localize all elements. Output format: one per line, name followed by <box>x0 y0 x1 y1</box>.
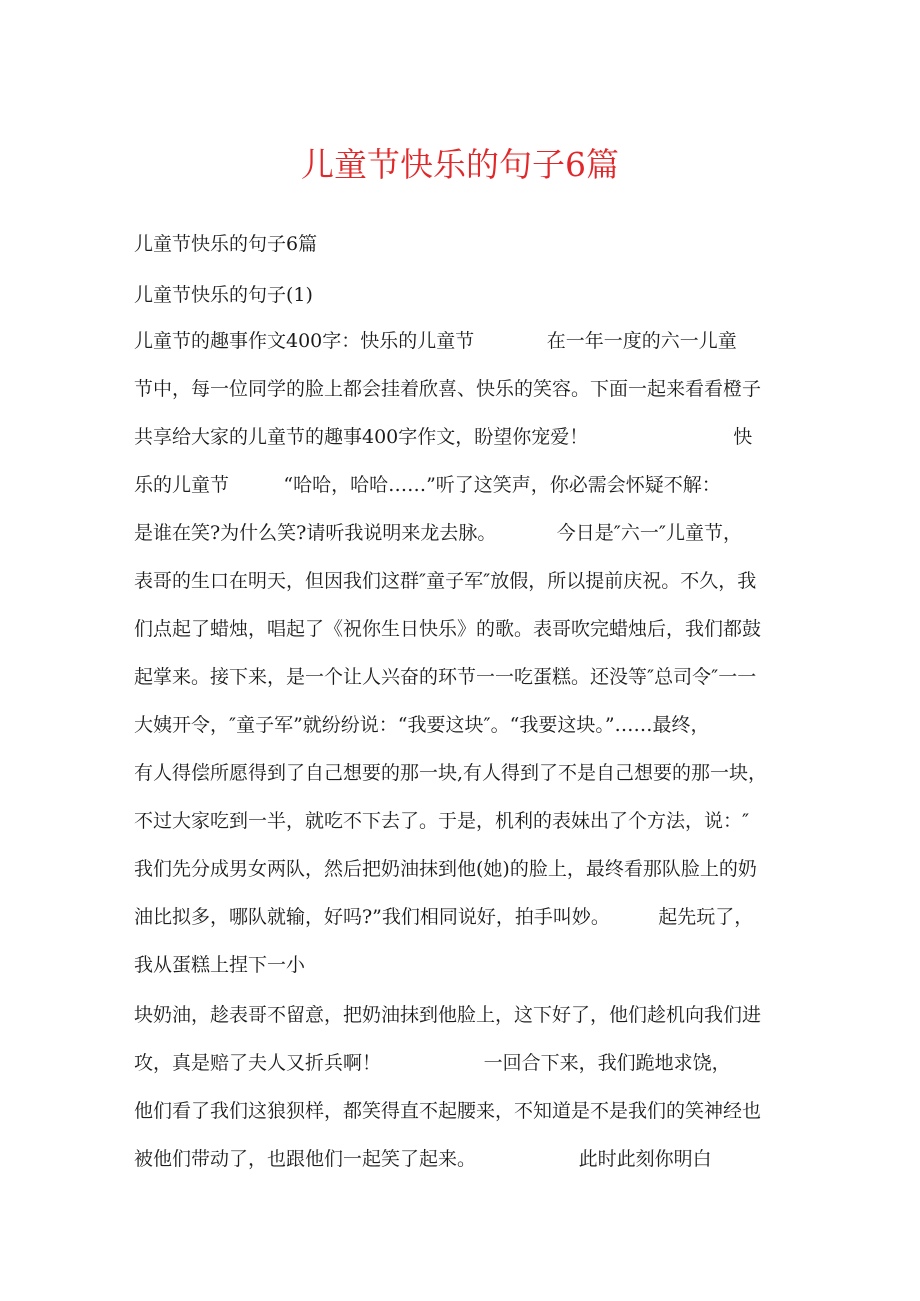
text-line: 他们看了我们这狼狈样，都笑得直不起腰来，不知道是不是我们的笑神经也 <box>134 1100 762 1122</box>
document-title: 儿童节快乐的句子6篇 <box>301 145 619 184</box>
text-line: 是谁在笑?为什么笑?请听我说明来龙去脉。 今日是″六一″儿童节， <box>134 522 742 544</box>
text-line: 节中，每一位同学的脸上都会挂着欣喜、快乐的笑容。下面一起来看看橙子 <box>134 378 762 400</box>
text-line: 攻，真是赔了夫人又折兵啊！ 一回合下来，我们跪地求饶， <box>134 1052 731 1074</box>
text-line: 大姨开令，″童子军”就纷纷说：“我要这块″。“我要这块。”……最终， <box>134 714 710 736</box>
text-line: 儿童节的趣事作文400字：快乐的儿童节 在一年一度的六一儿童 <box>134 330 737 352</box>
text-line-section-heading: 儿童节快乐的句子(1) <box>134 284 313 306</box>
text-line: 乐的儿童节 “哈哈，哈哈……”听了这笑声，你必需会怀疑不解： <box>134 474 721 496</box>
text-line: 不过大家吃到一半，就吃不下去了。于是，机利的表妹出了个方法，说：″ <box>134 810 750 832</box>
text-line: 我从蛋糕上捏下一小 <box>134 954 306 976</box>
text-line: 块奶油，趁表哥不留意，把奶油抹到他脸上，这下好了，他们趁机向我们进 <box>134 1004 762 1026</box>
text-line: 有人得偿所愿得到了自己想要的那一块,有人得到了不是自己想要的那一块， <box>134 762 768 784</box>
text-line: 起掌来。接下来，是一个让人兴奋的环节一一吃蛋糕。还没等″总司令″一一 <box>134 666 757 688</box>
text-line: 共享给大家的儿童节的趣事400字作文，盼望你宠爱！ 快 <box>134 426 753 448</box>
text-line: 油比拟多，哪队就输，好吗?”我们相同说好，拍手叫妙。 起先玩了， <box>134 906 754 928</box>
text-line: 我们先分成男女两队，然后把奶油抹到他(她)的脸上，最终看那队脸上的奶 <box>134 858 757 880</box>
text-line: 被他们带动了，也跟他们一起笑了起来。 此时此刻你明白 <box>134 1148 712 1170</box>
text-line: 表哥的生口在明天，但因我们这群″童子军″放假，所以提前庆祝。不久，我 <box>134 570 757 592</box>
text-line-subtitle: 儿童节快乐的句子6篇 <box>134 233 318 255</box>
text-line: 们点起了蜡烛，唱起了《祝你生日快乐》的歌。表哥吹完蜡烛后，我们都鼓 <box>134 618 762 640</box>
